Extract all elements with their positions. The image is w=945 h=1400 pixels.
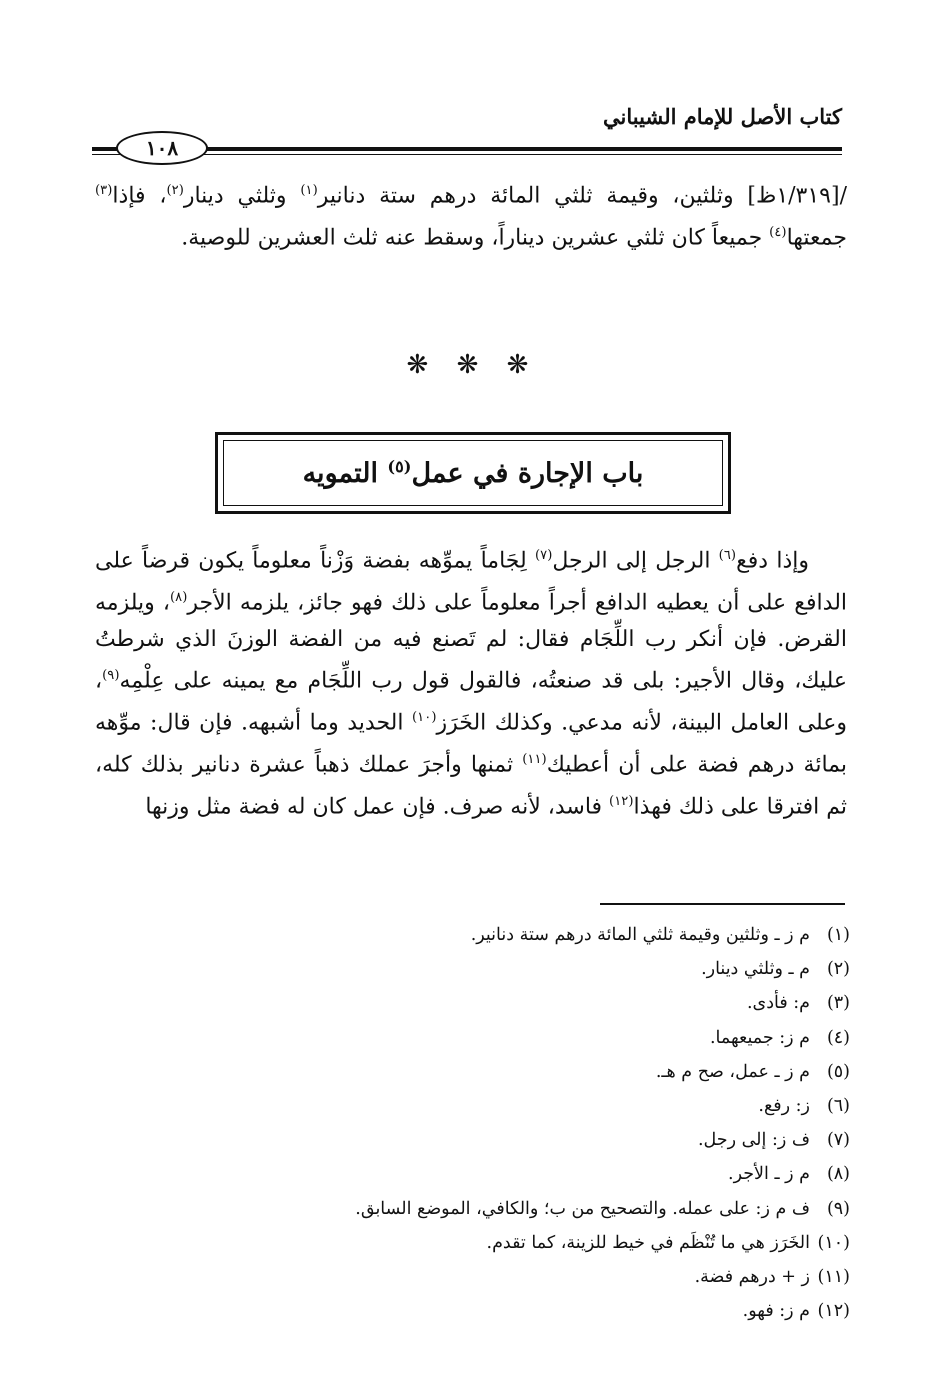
book-title: كتاب الأصل للإمام الشيباني [603,104,842,129]
footnote-text: ف م ز: على عمله. والتصحيح من ب؛ والكافي، الموضع السابق. [355,1198,810,1219]
footnote-ref-6: (٦) [718,548,737,563]
footnotes-list [150,918,850,1328]
footnote-text: م ز ـ عمل، صح م هـ. [655,1061,810,1082]
chapter-title-frame [215,432,731,514]
main-text-4: ، ويلزمه القرض. فإن أنكر رب اللِّجَام فقال: لم تَصنع فيه من الفضة الوزنَ الذي شرطتُ عليك، وقال الأجير: بلى قد صنعتُه، فالقول قول رب اللِّجَام مع يمينه على عِلْمِه [95,590,848,694]
page-header [92,92,842,162]
footnote-text: م ز ـ الأجر. [728,1164,810,1185]
footnote-item [150,952,850,986]
footnote-number: (١) [826,925,850,945]
page-number: ١٠٨ [145,136,179,160]
footnote-number: (٧) [826,1130,850,1151]
intro-text-1: /[١/٣١٩ظ] وثلثين، وقيمة ثلثي المائة درهم ستة دنانير [317,183,847,209]
footnote-ref-2: (٢) [166,183,184,198]
footnote-number: (١٠) [817,1232,850,1253]
footnote-item [150,1021,850,1055]
chapter-title [303,457,644,489]
footnote-item [150,1089,850,1123]
footnote-ref-7: (٧) [534,548,553,563]
footnote-number: (٩) [826,1198,850,1219]
footnote-number: (٢) [826,959,850,980]
footnote-item [150,1226,850,1260]
footnote-ref-5: (٥) [387,457,412,476]
footnote-text: ز: رفع. [758,1096,810,1117]
main-paragraph [95,538,847,825]
footnote-item [150,1123,850,1157]
chapter-title-text-2: التمويه [302,458,388,489]
footnote-number: (١١) [817,1267,850,1288]
footnote-item [150,986,850,1020]
footnote-ref-9: (٩) [102,668,120,684]
footnote-ref-8: (٨) [169,589,188,605]
intro-text-5: جميعاً كان ثلثي عشرين ديناراً، وسقط عنه ثلث العشرين للوصية. [181,225,770,251]
footnote-divider [600,903,845,905]
main-text-6: الحديد وما أشبهه. فإن قال: موِّهه بمائة درهم فضة على أن أعطيك [95,710,847,778]
footnote-ref-4: (٤) [769,224,787,240]
intro-text-4: جمعتها [786,225,847,251]
footnote-text: ز + درهم فضة. [694,1267,810,1288]
main-text-3: لِجَاماً يموِّهه بفضة وَزْناً معلوماً يكون قرضاً على الدافع على أن يعطيه الدافع أجراً معلوماً على ذلك فهو جائز، يلزمه الأجر [95,548,848,616]
footnote-ref-11: (١١) [522,751,547,767]
footnote-number: (٥) [826,1061,850,1082]
footnote-number: (٨) [826,1164,850,1185]
footnote-text: م ـ وثلثي دينار. [701,959,810,980]
main-text-5: ، وعلى العامل البينة، لأنه مدعي. وكذلك الخَرَز [95,668,847,736]
main-text-2: الرجل إلى الرجل [552,548,719,574]
footnote-number: (٦) [826,1096,850,1117]
footnote-text: ف ز: إلى رجل. [697,1130,810,1151]
footnote-item [150,1260,850,1294]
footnote-item [150,1192,850,1226]
footnote-number: (٣) [826,993,850,1014]
footnote-item [150,1157,850,1191]
footnote-text: م ز: فهو. [742,1301,810,1322]
chapter-title-text-1: باب الإجارة في عمل [411,458,644,489]
footnote-ref-3: (٣) [95,183,113,198]
footnote-number: (٤) [826,1027,850,1048]
footnote-item [150,1055,850,1089]
page-number-badge [116,131,208,165]
main-text-1: وإذا دفع [736,548,809,574]
footnote-item [150,1294,850,1328]
footnote-ref-12: (١٢) [609,793,634,809]
footnote-text: م: فأدى. [746,993,810,1014]
intro-paragraph [95,173,847,257]
intro-text-2: وثلثي دينار [183,183,301,209]
footnote-text: م ز: جميعهما. [709,1027,810,1048]
footnote-ref-10: (١٠) [412,709,437,725]
chapter-title-inner-frame [223,440,723,506]
footnote-ref-1: (١) [300,183,318,198]
footnote-item [150,918,850,952]
section-separator: ❋ ❋ ❋ [406,350,539,380]
main-text-7: ثمنها وأجرَ عملك ذهباً عشرة دنانير بذلك كله، ثم افترقا على ذلك فهذا [95,752,847,819]
footnote-text: م ز ـ وثلثين وقيمة ثلثي المائة درهم ستة دنانير. [470,925,810,945]
footnote-text: الخَرَز هي ما تُنْظَم في خيط للزينة، كما تقدم. [486,1232,810,1253]
main-text-8: فاسد، لأنه صرف. فإن عمل كان له فضة مثل وزنها [145,793,610,819]
footnote-number: (١٢) [817,1301,850,1322]
intro-text-3: ، فإذا [112,183,167,209]
